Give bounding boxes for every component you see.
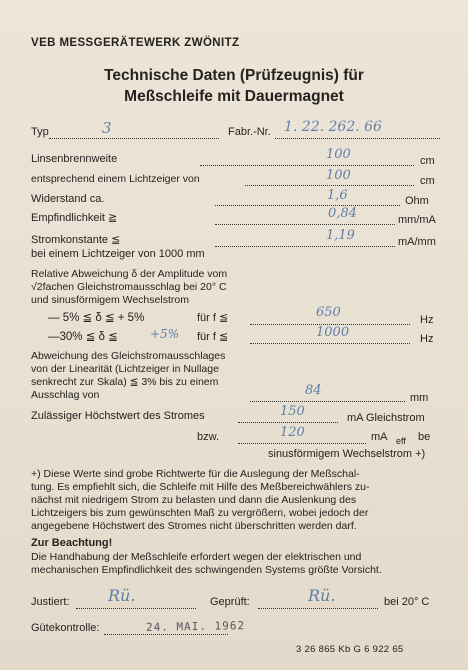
- linsen-unit: cm: [420, 155, 435, 167]
- lin-line-4: Ausschlag von: [31, 389, 100, 401]
- beachtung-line: mechanischen Empfindlichkeit des schwingenden Systems größte Vorsicht.: [31, 564, 382, 576]
- justiert-signature: Rü.: [108, 586, 136, 605]
- rel-line-2: √2fachen Gleichstromausschlag bei 20° C: [31, 281, 227, 293]
- lin-unit: mm: [410, 392, 429, 404]
- typ-dotted-line: [49, 138, 219, 139]
- footer-code: 3 26 865 Kb G 6 922 65: [296, 644, 404, 655]
- lichtzeiger-value: 100: [326, 168, 351, 183]
- bzw-dotted-line: [238, 443, 366, 444]
- strom-label: Stromkonstante ≦: [31, 234, 121, 246]
- range-2-fur: für f ≦: [197, 331, 229, 343]
- lichtzeiger-unit: cm: [420, 175, 435, 187]
- range-1-unit: Hz: [420, 314, 434, 326]
- range-2-unit: Hz: [420, 333, 434, 345]
- hoechst-value: 150: [280, 404, 305, 419]
- range-1-fur: für f ≦: [197, 312, 229, 324]
- note-line: angegebene Höchstwert des Stromes nicht überschritten werden darf.: [31, 520, 357, 532]
- lin-value: 84: [305, 383, 322, 398]
- range-2-condition: —30% ≦ δ ≦: [48, 331, 118, 343]
- widerstand-dotted-line: [215, 205, 400, 206]
- strom-sub: bei einem Lichtzeiger von 1000 mm: [31, 248, 205, 260]
- guete-dotted-line: [104, 634, 228, 635]
- bzw-unit: mA: [371, 431, 388, 443]
- linsen-label: Linsenbrennweite: [31, 153, 118, 165]
- linsen-value: 100: [326, 147, 351, 162]
- note-line: Lichtzeigers bis zum gewünschten Maß zu vergrößern, wobei jedoch der: [31, 507, 369, 519]
- geprueft-dotted-line: [258, 608, 378, 609]
- document-title: Technische Daten (Prüfzeugnis) für: [104, 67, 364, 84]
- typ-value: 3: [102, 119, 112, 137]
- lichtzeiger-dotted-line: [245, 185, 414, 186]
- typ-label: Typ: [31, 126, 49, 138]
- bzw-eff: eff: [396, 436, 406, 446]
- note-line: nächst mit niedrigem Strom zu belasten und dann die Auslenkung des: [31, 494, 357, 506]
- beachtung-heading: Zur Beachtung!: [31, 537, 113, 549]
- bzw-label: bzw.: [197, 431, 220, 443]
- note-line: tung. Es empfiehlt sich, die Schleife mit Hilfe des Meßbereichwählers zu-: [31, 481, 370, 493]
- fabr-value: 1. 22. 262. 66: [284, 119, 382, 135]
- widerstand-label: Widerstand ca.: [31, 193, 105, 205]
- empf-label: Empfindlichkeit ≧: [31, 212, 118, 224]
- range-1-condition: — 5% ≦ δ ≦ + 5%: [48, 312, 145, 324]
- date-stamp: 24. MAI. 1962: [145, 619, 246, 634]
- beachtung-line: Die Handhabung der Meßschleife erfordert wegen der elektrischen und: [31, 551, 362, 563]
- fabr-label: Fabr.-Nr.: [228, 126, 271, 138]
- bzw-value: 120: [280, 425, 305, 440]
- guete-label: Gütekontrolle:: [31, 622, 100, 634]
- bzw-sub: sinusförmigem Wechselstrom +): [268, 448, 426, 460]
- document-subtitle: Meßschleife mit Dauermagnet: [124, 88, 344, 105]
- widerstand-unit: Ohm: [405, 195, 429, 207]
- range-2-dotted-line: [250, 343, 410, 344]
- lin-line-3: senkrecht zur Skala) ≦ 3% bis zu einem: [31, 376, 219, 388]
- range-1-value: 650: [316, 305, 341, 320]
- hoechst-label: Zulässiger Höchstwert des Stromes: [31, 410, 205, 422]
- lin-line-1: Abweichung des Gleichstromausschlages: [31, 350, 226, 362]
- lin-line-2: von der Linearität (Lichtzeiger in Nullage: [31, 363, 219, 375]
- bzw-be: be: [418, 431, 431, 443]
- empf-value: 0,84: [328, 206, 357, 221]
- strom-value: 1,19: [326, 228, 355, 243]
- strom-unit: mA/mm: [398, 236, 436, 248]
- linsen-dotted-line: [200, 165, 414, 166]
- hoechst-dotted-line: [238, 422, 338, 423]
- empf-dotted-line: [215, 224, 395, 225]
- strom-dotted-line: [215, 246, 395, 247]
- hoechst-unit: mA Gleichstrom: [347, 412, 425, 424]
- range-2-upper: +5%: [150, 327, 180, 341]
- widerstand-value: 1,6: [327, 188, 348, 203]
- geprueft-signature: Rü.: [308, 586, 336, 605]
- temperature-label: bei 20° C: [384, 596, 430, 608]
- company-name: VEB MESSGERÄTEWERK ZWÖNITZ: [31, 37, 240, 49]
- rel-line-1: Relative Abweichung δ der Amplitude vom: [31, 268, 228, 280]
- justiert-dotted-line: [76, 608, 196, 609]
- lichtzeiger-label: entsprechend einem Lichtzeiger von: [31, 173, 200, 185]
- empf-unit: mm/mA: [398, 214, 436, 226]
- geprueft-label: Geprüft:: [210, 596, 250, 608]
- rel-line-3: und sinusförmigem Wechselstrom: [31, 294, 189, 306]
- fabr-dotted-line: [275, 138, 440, 139]
- range-2-value: 1000: [316, 325, 350, 340]
- justiert-label: Justiert:: [31, 596, 70, 608]
- note-line: +) Diese Werte sind grobe Richtwerte für die Auslegung der Meßschal-: [31, 468, 360, 480]
- lin-dotted-line: [250, 401, 405, 402]
